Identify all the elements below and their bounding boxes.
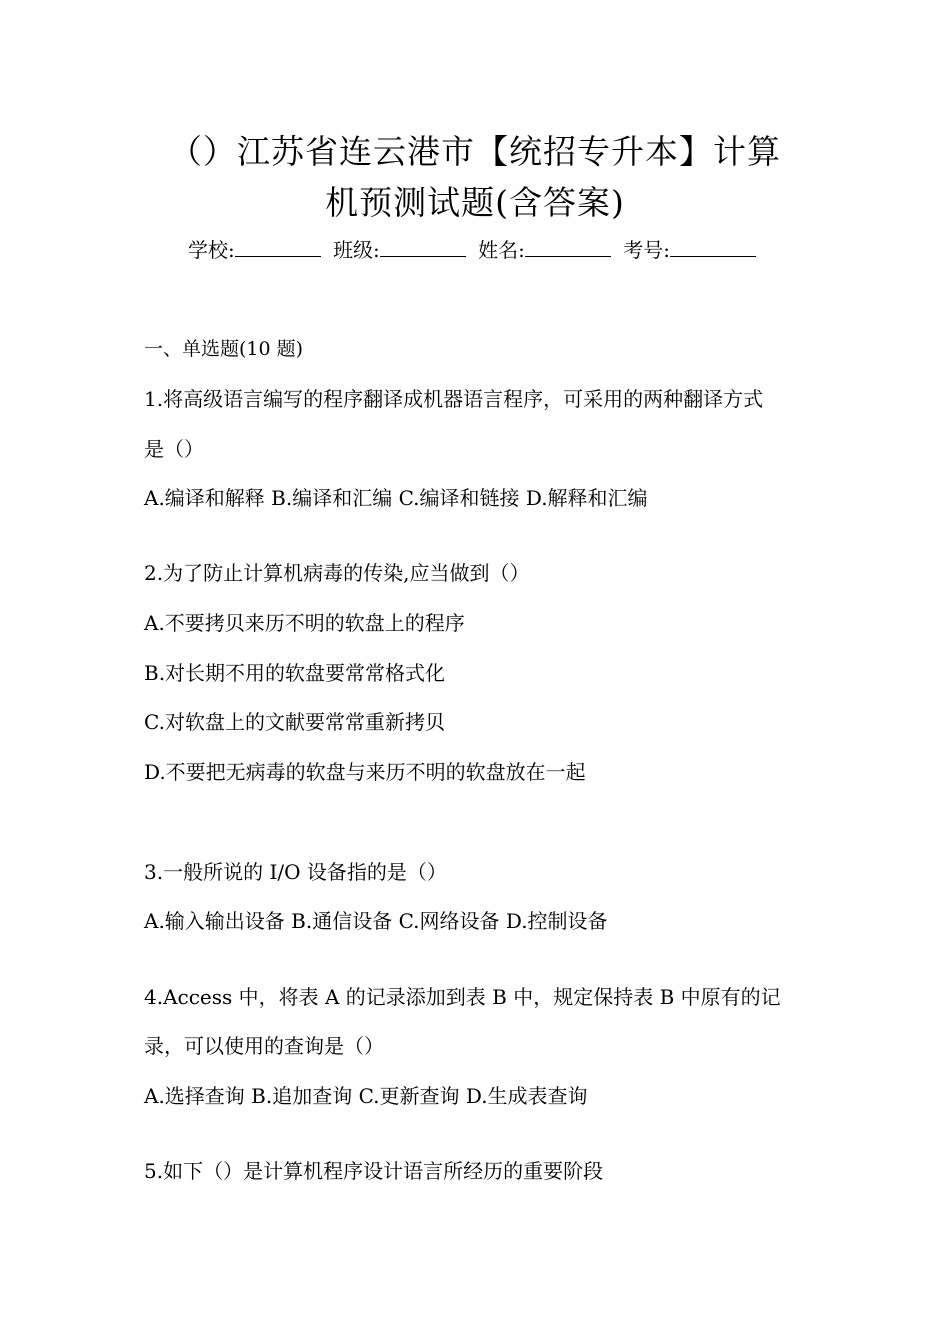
question-3-options: A.输入输出设备 B.通信设备 C.网络设备 D.控制设备 bbox=[144, 909, 608, 933]
question-3-stem: 3.一般所说的 I/O 设备指的是（） bbox=[144, 860, 447, 884]
name-blank bbox=[525, 238, 611, 257]
document-title-line-2: 机预测试题(含答案) bbox=[325, 183, 625, 222]
exam-number-label: 考号: bbox=[623, 238, 671, 262]
document-title-line-1: （）江苏省连云港市【统招专升本】计算 bbox=[169, 132, 781, 171]
question-2-option-d: D.不要把无病毒的软盘与来历不明的软盘放在一起 bbox=[144, 760, 586, 784]
question-2-stem: 2.为了防止计算机病毒的传染,应当做到（） bbox=[144, 561, 530, 585]
name-label: 姓名: bbox=[478, 238, 525, 262]
question-2-option-c: C.对软盘上的文献要常常重新拷贝 bbox=[144, 710, 445, 734]
question-2-option-a: A.不要拷贝来历不明的软盘上的程序 bbox=[144, 611, 465, 635]
question-4-stem-line-2: 录，可以使用的查询是（） bbox=[144, 1034, 384, 1058]
section-heading: 一、单选题(10 题) bbox=[144, 338, 304, 360]
question-1-options: A.编译和解释 B.编译和汇编 C.编译和链接 D.解释和汇编 bbox=[144, 486, 648, 510]
question-5-stem: 5.如下（）是计算机程序设计语言所经历的重要阶段 bbox=[144, 1159, 604, 1183]
question-1-stem-line-1: 1.将高级语言编写的程序翻译成机器语言程序，可采用的两种翻译方式 bbox=[144, 387, 764, 411]
question-4-options: A.选择查询 B.追加查询 C.更新查询 D.生成表查询 bbox=[144, 1084, 588, 1108]
question-1-stem-line-2: 是（） bbox=[144, 437, 204, 461]
question-2-option-b: B.对长期不用的软盘要常常格式化 bbox=[144, 661, 446, 685]
class-label: 班级: bbox=[333, 238, 380, 262]
class-blank bbox=[380, 238, 466, 257]
exam-number-blank bbox=[670, 238, 756, 257]
school-blank bbox=[235, 238, 321, 257]
question-4-stem-line-1: 4.Access 中，将表 A 的记录添加到表 B 中，规定保持表 B 中原有的记 bbox=[144, 985, 781, 1009]
school-label: 学校: bbox=[187, 238, 235, 262]
student-info-row bbox=[0, 236, 950, 264]
